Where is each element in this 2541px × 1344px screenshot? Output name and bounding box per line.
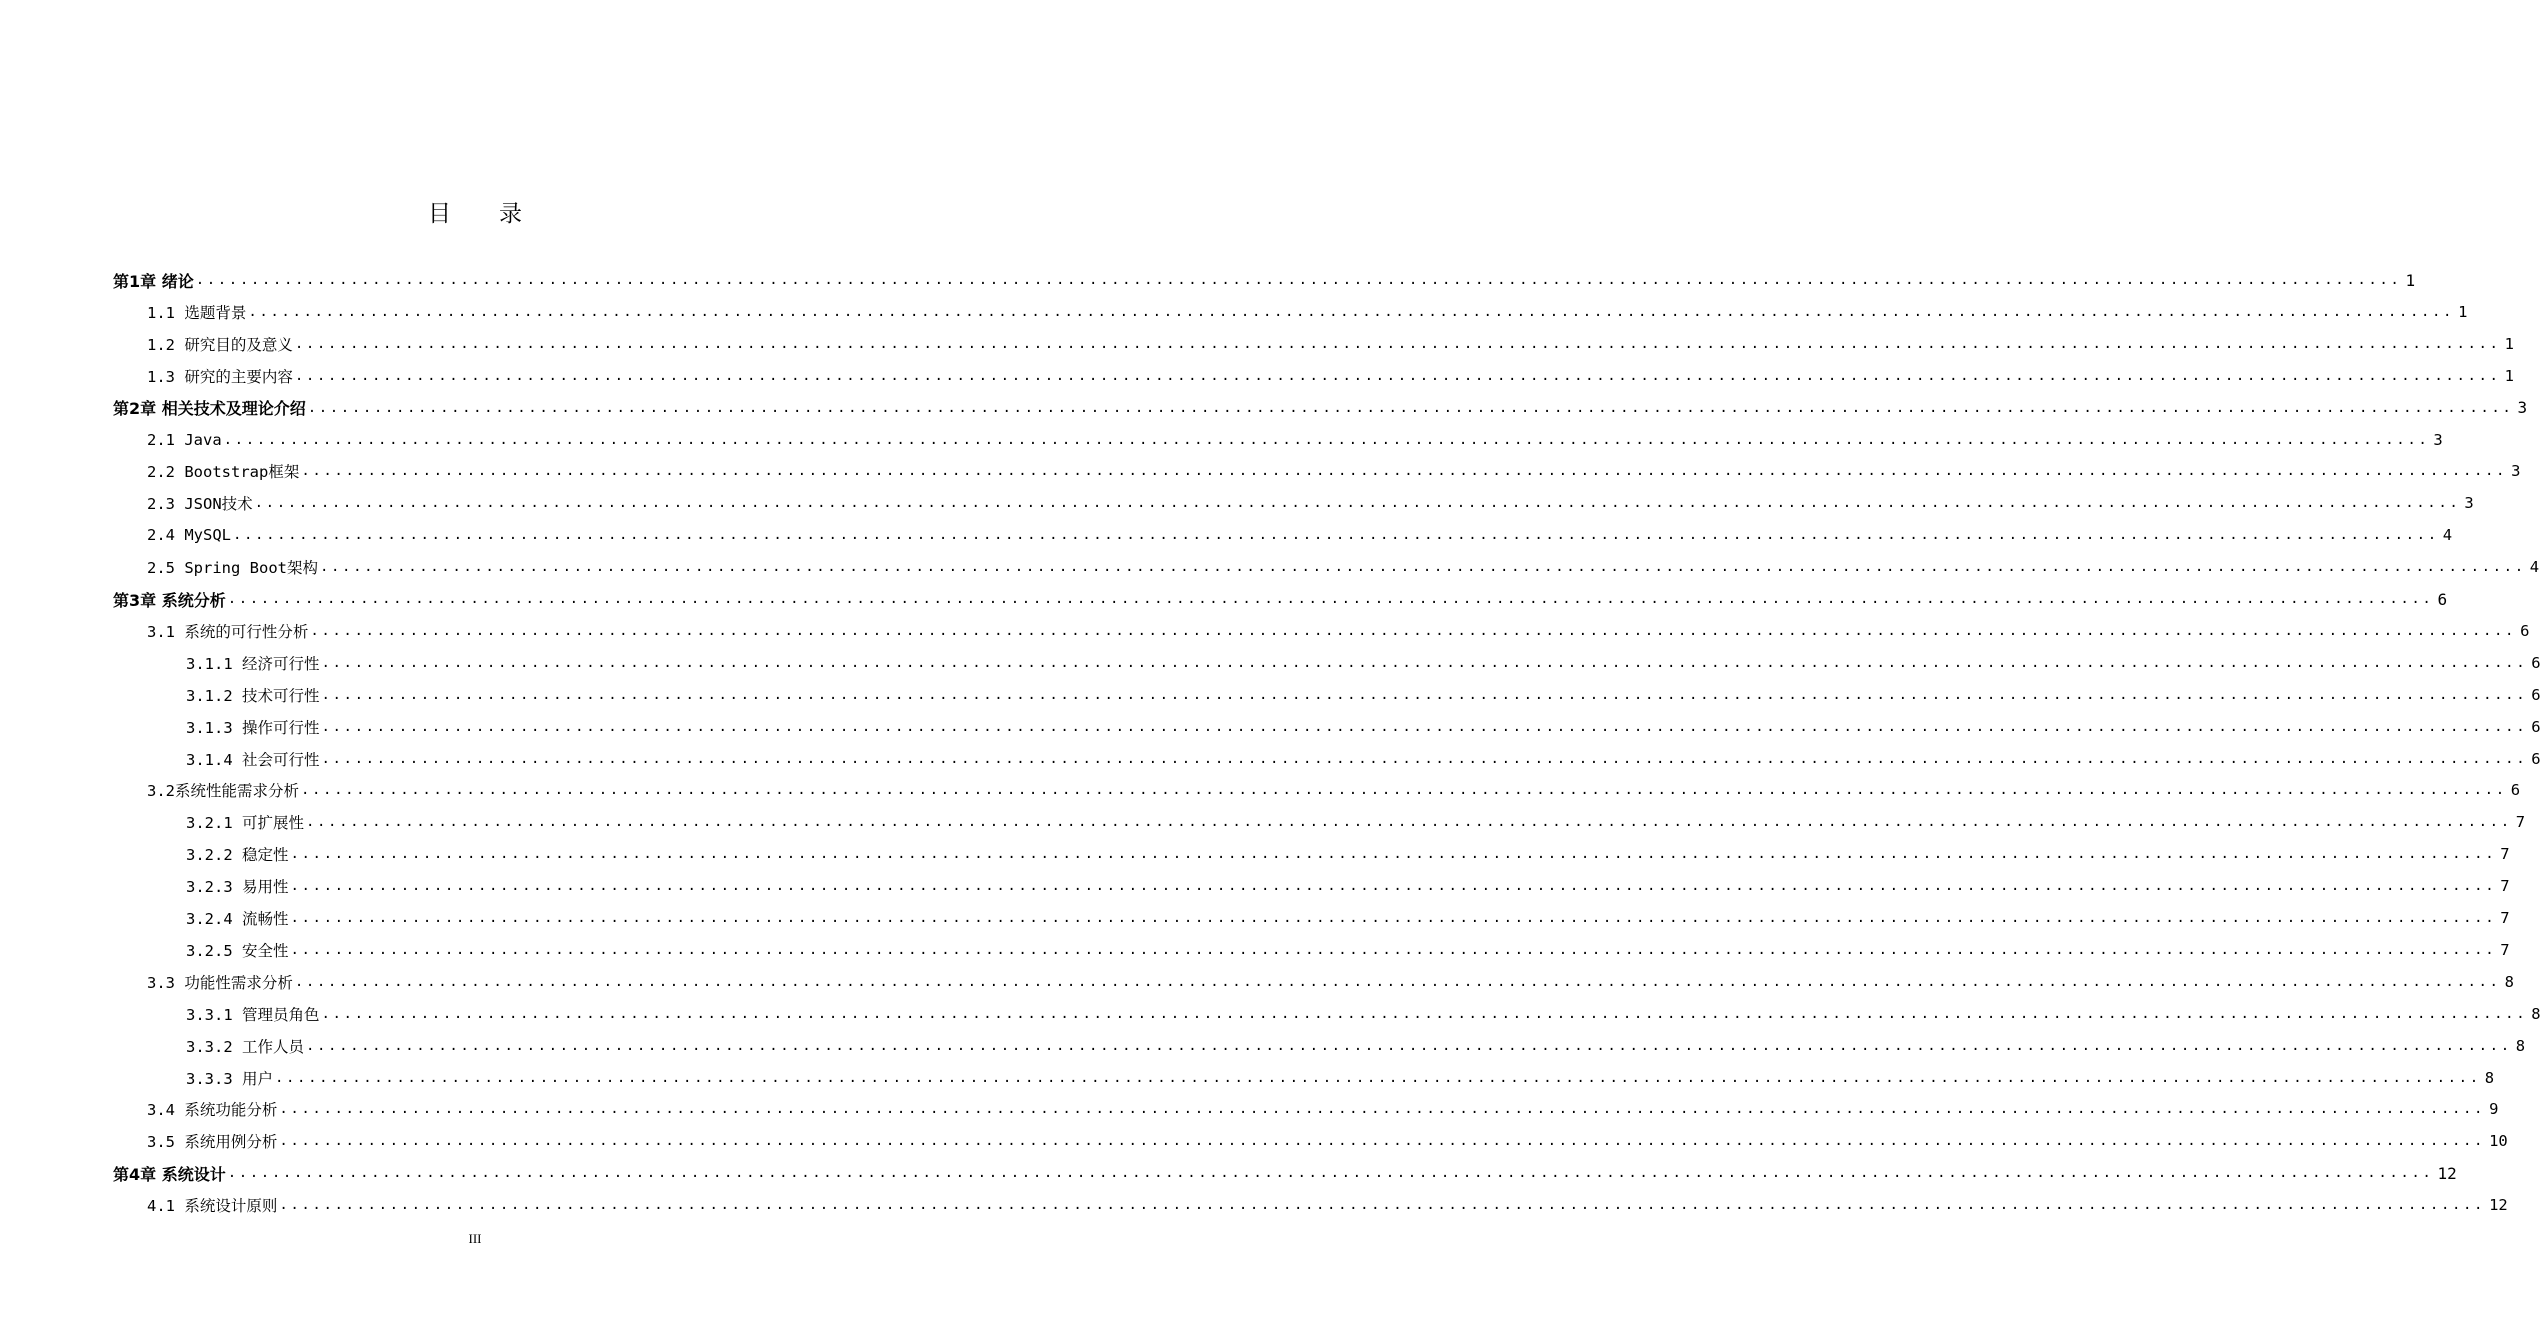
toc-dot-leader: ........................................................................................................................................................................................................ (319, 559, 2526, 576)
toc-entry-page-number: 7 (2515, 813, 2526, 832)
toc-dot-leader: ........................................................................................................................................................................................................ (301, 782, 2507, 799)
toc-entry-page-number: 4 (2529, 558, 2540, 577)
toc-entry-page-number: 10 (2489, 1132, 2508, 1151)
toc-dot-leader: ........................................................................................................................................................................................................ (321, 1005, 2528, 1022)
toc-section-entry[interactable] (147, 551, 2540, 583)
toc-entry-page-number: 3 (2517, 398, 2528, 418)
toc-entry-label: 2.1 Java (147, 430, 222, 449)
toc-entry-page-number: 6 (2437, 589, 2448, 609)
toc-section-entry[interactable] (147, 1189, 2508, 1221)
toc-entry-page-number: 4 (2442, 526, 2453, 545)
page-number-footer: III (468, 1231, 482, 1246)
toc-entry-label: 2.4 MySQL (147, 526, 231, 545)
toc-subsection-entry[interactable] (186, 806, 2526, 838)
toc-entry-label: 第4章 系统设计 (113, 1164, 226, 1184)
toc-section-entry[interactable] (147, 615, 2530, 647)
toc-subsection-entry[interactable] (186, 711, 2541, 743)
toc-entry-page-number: 6 (2520, 621, 2530, 640)
toc-entry-label: 3.3 功能性需求分析 (147, 973, 293, 992)
toc-entry-page-number: 6 (2531, 653, 2541, 672)
toc-section-entry[interactable] (147, 1125, 2508, 1157)
toc-dot-leader: ........................................................................................................................................................................................................ (290, 846, 2497, 863)
toc-subsection-entry[interactable] (186, 647, 2541, 679)
toc-entry-page-number: 8 (2504, 972, 2514, 991)
toc-entry-page-number: 3 (2464, 494, 2474, 513)
toc-entry-label: 2.3 JSON技术 (147, 495, 253, 514)
toc-entry-label: 3.1.2 技术可行性 (186, 686, 320, 705)
toc-section-entry[interactable] (147, 328, 2514, 360)
toc-chapter-entry[interactable] (113, 583, 2448, 615)
toc-entry-label: 3.2.2 稳定性 (186, 846, 289, 865)
toc-entry-page-number: 7 (2500, 877, 2510, 896)
toc-section-entry[interactable] (147, 966, 2514, 998)
toc-dot-leader: ........................................................................................................................................................................................................ (279, 1133, 2486, 1150)
toc-dot-leader: ........................................................................................................................................................................................................ (307, 399, 2514, 416)
toc-subsection-entry[interactable] (186, 838, 2510, 870)
toc-entry-page-number: 7 (2500, 845, 2510, 864)
toc-section-entry[interactable] (147, 296, 2468, 328)
toc-entry-label: 3.1.3 操作可行性 (186, 718, 320, 737)
toc-chapter-entry[interactable] (113, 264, 2416, 296)
toc-entry-page-number: 12 (2489, 1196, 2508, 1215)
toc-dot-leader: ........................................................................................................................................................................................................ (290, 878, 2497, 895)
toc-dot-leader: ........................................................................................................................................................................................................ (294, 335, 2501, 352)
toc-dot-leader: ........................................................................................................................................................................................................ (254, 495, 2461, 512)
toc-dot-leader: ........................................................................................................................................................................................................ (195, 272, 2402, 288)
toc-entry-page-number: 3 (2511, 462, 2521, 481)
toc-entry-label: 2.5 Spring Boot架构 (147, 559, 318, 578)
toc-entry-page-number: 8 (2531, 1004, 2541, 1023)
toc-section-entry[interactable] (147, 424, 2443, 456)
toc-dot-leader: ........................................................................................................................................................................................................ (321, 718, 2528, 735)
toc-entry-page-number: 1 (2504, 366, 2514, 385)
toc-dot-leader: ........................................................................................................................................................................................................ (248, 303, 2455, 320)
toc-entry-label: 第3章 系统分析 (113, 590, 226, 610)
toc-dot-leader: ........................................................................................................................................................................................................ (227, 591, 2434, 607)
toc-subsection-entry[interactable] (186, 902, 2510, 934)
toc-entry-label: 1.3 研究的主要内容 (147, 367, 293, 386)
toc-dot-leader: ........................................................................................................................................................................................................ (294, 973, 2501, 990)
toc-section-entry[interactable] (147, 774, 2521, 806)
toc-subsection-entry[interactable] (186, 743, 2541, 775)
toc-section-entry[interactable] (147, 455, 2521, 487)
toc-subsection-entry[interactable] (186, 679, 2541, 711)
toc-entry-page-number: 3 (2433, 430, 2443, 449)
toc-entry-page-number: 7 (2500, 909, 2510, 927)
toc-dot-leader: ........................................................................................................................................................................................................ (279, 1197, 2486, 1214)
toc-dot-leader: ........................................................................................................................................................................................................ (321, 686, 2528, 703)
toc-entry-label: 第1章 绪论 (113, 271, 194, 291)
toc-entry-page-number: 6 (2531, 749, 2541, 768)
toc-entry-label: 3.1.4 社会可行性 (186, 750, 320, 769)
toc-entry-page-number: 12 (2437, 1163, 2457, 1183)
toc-subsection-entry[interactable] (186, 998, 2541, 1030)
toc-section-entry[interactable] (147, 519, 2453, 551)
toc-entry-label: 3.3.3 用户 (186, 1069, 273, 1088)
toc-entry-page-number: 8 (2484, 1068, 2495, 1087)
toc-entry-label: 3.5 系统用例分析 (147, 1133, 278, 1152)
toc-chapter-entry[interactable] (113, 1157, 2457, 1189)
toc-section-entry[interactable] (147, 1093, 2499, 1125)
toc-dot-leader: ........................................................................................................................................................................................................ (227, 1165, 2434, 1182)
toc-dot-leader: ........................................................................................................................................................................................................ (306, 814, 2512, 831)
toc-entry-page-number: 6 (2531, 685, 2541, 704)
toc-section-entry[interactable] (147, 360, 2514, 392)
toc-chapter-entry[interactable] (113, 392, 2528, 424)
toc-dot-leader: ........................................................................................................................................................................................................ (279, 1101, 2486, 1118)
toc-entry-page-number: 1 (2405, 270, 2416, 290)
toc-entry-label: 2.2 Bootstrap框架 (147, 463, 300, 482)
toc-entry-label: 3.2.3 易用性 (186, 878, 289, 897)
toc-entry-label: 3.3.2 工作人员 (186, 1037, 304, 1056)
toc-entry-label: 1.2 研究目的及意义 (147, 335, 293, 354)
toc-entry-label: 3.3.1 管理员角色 (186, 1005, 320, 1024)
toc-dot-leader: ........................................................................................................................................................................................................ (290, 941, 2497, 958)
toc-dot-leader: ........................................................................................................................................................................................................ (233, 527, 2439, 544)
toc-dot-leader: ........................................................................................................................................................................................................ (275, 1069, 2481, 1086)
toc-dot-leader: ........................................................................................................................................................................................................ (223, 431, 2430, 448)
toc-entry-page-number: 1 (2504, 334, 2514, 353)
toc-subsection-entry[interactable] (186, 1030, 2526, 1062)
toc-dot-leader: ........................................................................................................................................................................................................ (321, 750, 2528, 767)
toc-entry-label: 3.1.1 经济可行性 (186, 654, 320, 673)
toc-subsection-entry[interactable] (186, 1062, 2495, 1094)
toc-entry-label: 3.4 系统功能分析 (147, 1101, 278, 1120)
toc-entry-page-number: 9 (2489, 1100, 2499, 1119)
toc-entry-label: 3.2.5 安全性 (186, 941, 289, 960)
toc-dot-leader: ........................................................................................................................................................................................................ (306, 1037, 2512, 1054)
toc-dot-leader: ........................................................................................................................................................................................................ (310, 622, 2517, 639)
page-title: 目录 (428, 201, 570, 227)
toc-entry-label: 3.1 系统的可行性分析 (147, 622, 309, 641)
toc-entry-label: 4.1 系统设计原则 (147, 1197, 278, 1216)
toc-entry-label: 3.2.4 流畅性 (186, 910, 289, 928)
toc-subsection-entry[interactable] (186, 870, 2510, 902)
toc-dot-leader: ........................................................................................................................................................................................................ (321, 654, 2528, 671)
toc-entry-page-number: 6 (2510, 781, 2521, 800)
toc-section-entry[interactable] (147, 487, 2474, 519)
toc-entry-page-number: 6 (2531, 717, 2541, 736)
toc-dot-leader: ........................................................................................................................................................................................................ (301, 463, 2508, 480)
toc-dot-leader: ........................................................................................................................................................................................................ (294, 367, 2501, 384)
toc-entry-page-number: 8 (2515, 1036, 2526, 1055)
toc-entry-label: 第2章 相关技术及理论介绍 (113, 399, 306, 419)
toc-entry-label: 1.1 选题背景 (147, 303, 247, 322)
toc-dot-leader: ........................................................................................................................................................................................................ (290, 910, 2497, 926)
toc-entry-page-number: 7 (2500, 940, 2510, 959)
toc-entry-page-number: 1 (2458, 302, 2468, 321)
toc-subsection-entry[interactable] (186, 934, 2510, 966)
toc-entry-label: 3.2系统性能需求分析 (147, 782, 299, 801)
toc-entry-label: 3.2.1 可扩展性 (186, 814, 304, 833)
